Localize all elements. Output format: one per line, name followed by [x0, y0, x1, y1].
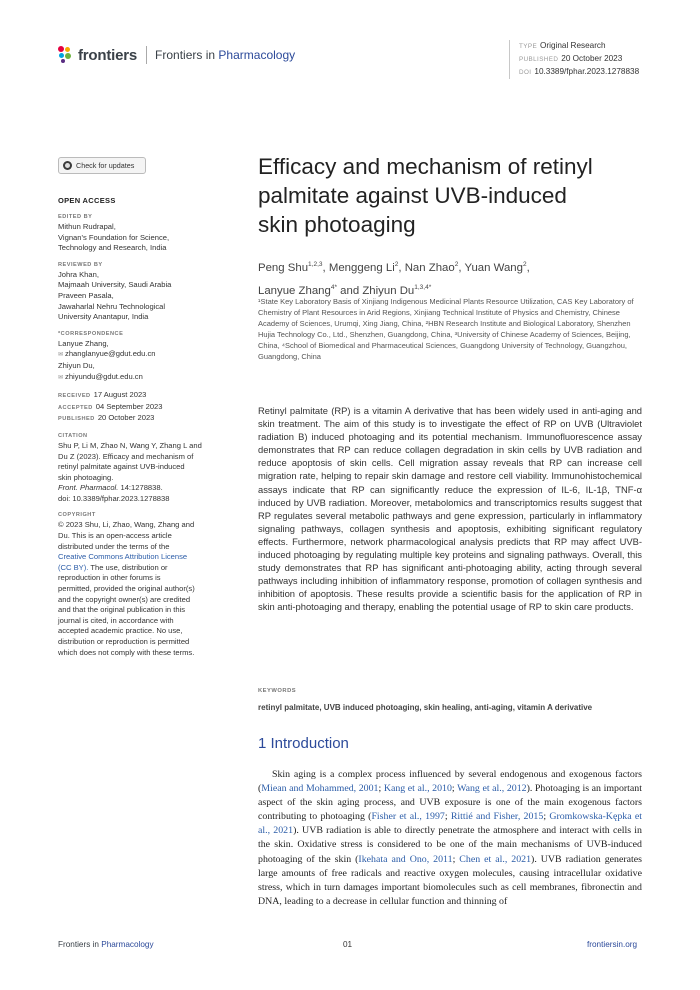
author-affiliation-marker: 4*: [330, 283, 337, 291]
citation-link[interactable]: Ikehata and Ono, 2011: [358, 853, 453, 865]
correspondence: Lanyue Zhang, ✉ zhanglanyue@gdut.edu.cn Zhiyun Du, ✉ zhiyundu@gdut.edu.cn: [58, 339, 218, 383]
frontiers-mark-icon: [58, 46, 74, 64]
reviewed-by-label: REVIEWED BY: [58, 261, 103, 268]
footer-journal: Frontiers in Pharmacology: [58, 940, 154, 949]
keywords: retinyl palmitate, UVB induced photoaging, skin healing, anti-aging, vitamin A derivative: [258, 703, 593, 712]
body-paragraph: Skin aging is a complex process influenced by several endogenous and exogenous factors (Miean and Mohammed, 2001; Kang et al., 2010; Wang et al., 2012). Photoaging is an important aspect of the skin aging process, and UVB exposure is one of the main exogenous factors contributing to photoaging (Fisher et al., 1997; Rittié and Fisher, 2015; Gromkowska-Kępka et al., 2021). UVB radiation is able to directly penetrate the atmosphere and interact with cells in the skin. Oxidative stress is considered to be one of the main mechanisms of UVB-induced photoaging of the skin (Ikehata and Ono, 2011; Chen et al., 2021). UVB radiation generates large amounts of free radicals and reactive oxygen molecules, causing intracellular oxidative stress, which in turn damages important biomolecules such as cell membranes, fibronectin and DNA, leading to a decrease in cellular function and thinning of: [258, 769, 642, 907]
abstract: Retinyl palmitate (RP) is a vitamin A derivative that has been widely used in anti-aging and skin treatment. The aim of this study is to investigate the effect of RP on UVB (Ultraviolet radiation B) induced photoaging and its potential mechanism. Immunofluorescence assay demonstrates that RP can reduce collagen degradation in skin cells by UVB radiation and reduce apoptosis of skin cells. Cell migration assay reveals that RP can increase cell migration rate, helping to repair skin damage and restore cell viability. Immunohistochemical assays indicate that RP can significantly reduce the expression of IL-6, IL-1β, TNF-α induced by UVB radiation. Moreover, metabolomics and transcriptomics results suggest that RP regulates several metabolic pathways and gene expression, particularly in inflammatory signaling pathways, collagen synthesis and apoptosis, exhibiting significant regulatory effects. Furthermore, network pharmacological analysis predicts that RP may affect UVB-induced photoaging by regulating multiple key proteins and signaling pathways. Overall, this study demonstrates that RP has significant anti-photoaging ability, acting through several pathways including inhibition of inflammatory response, promotion of collagen synthesis and inhibition of apoptosis. These results provide a scientific basis for the application of RP in skin anti-photoaging and therapy, enabling the potential usage of RP to skin care products.: [258, 405, 642, 613]
citation-link[interactable]: Kang et al., 2010: [383, 783, 452, 795]
logo-divider: [146, 46, 147, 64]
author-affiliation-marker: 1,2,3: [308, 261, 323, 268]
citation: Shu P, Li M, Zhao N, Wang Y, Zhang L and Du Z (2023). Efficacy and mechanism of retinyl palmitate against UVB-induced skin photoaging. Front. Pharmacol. 14:1278838. doi: 10.3389/fphar.2023.1278838: [58, 441, 218, 505]
brand-name: frontiers: [78, 46, 138, 64]
author-name[interactable]: Peng Shu$^{1,2,3}$: [258, 261, 323, 274]
affiliations: ¹State Key Laboratory Basis of Xinjiang Indigenous Medicinal Plants Resource Utilization, CAS Key Laboratory of Chemistry of Plant Resources in Arid Regions, Xinjiang Technical Institute of Physics and Chemistry, Chinese Academy of Sciences, Urumqi, Xing Jiang, China, ²HBN Research Institute and Biological Laboratory, Shenzhen Hujia Technology Co., Ltd., Shenzhen, Guangdong, China, ³University of Chinese Academy of Sciences, Beijing, China, ⁴School of Biomedical and Pharmaceutical Sciences, Guangdong University of Technology, Guangzhou, Guangdong, China: [258, 297, 634, 361]
update-check-icon: [63, 161, 72, 170]
author-name[interactable]: Nan Zhao$^2$: [404, 261, 459, 274]
author-name[interactable]: Yuan Wang$^2$: [464, 261, 527, 274]
check-for-updates-button[interactable]: [58, 157, 146, 174]
meta-published: PUBLISHED 20 October 2023: [519, 54, 623, 63]
citation-link[interactable]: Miean and Mohammed, 2001: [261, 783, 379, 795]
citation-link[interactable]: Rittié and Fisher, 2015: [450, 811, 544, 823]
author-name[interactable]: Menggeng Li$^2$: [328, 261, 399, 274]
citation-link[interactable]: Fisher et al., 1997: [371, 811, 445, 823]
author-name[interactable]: Lanyue Zhang$^{4*}$: [258, 283, 337, 297]
citation-link[interactable]: Gromkowska-Kępka et al., 2021: [258, 811, 642, 837]
email-link[interactable]: ✉ zhanglanyue@gdut.edu.cn: [58, 349, 218, 361]
section-heading: 1 Introduction: [258, 735, 349, 752]
email-link[interactable]: ✉ zhiyundu@gdut.edu.cn: [58, 372, 218, 384]
reviewed-by: Johra Khan, Majmaah University, Saudi Arabia Praveen Pasala, Jawaharlal Nehru Technological University Anantapur, India: [58, 269, 172, 322]
check-updates-label: Check for updates: [76, 161, 135, 170]
author-list: Peng Shu$^{1,2,3}$, Menggeng Li$^2$, Nan Zhao$^2$, Yuan Wang$^2$, Lanyue Zhang$^{4*}$ and Zhiyun $Du^{1,3,4*}$: [258, 261, 530, 297]
author-affiliation-marker: 2: [522, 261, 527, 268]
correspondence-label: *CORRESPONDENCE: [58, 330, 124, 337]
page-number: 01: [343, 940, 353, 949]
journal-name: Frontiers in Pharmacology: [155, 48, 296, 62]
edited-by: Mithun Rudrapal, Vignan's Foundation for Science, Technology and Research, India: [58, 222, 170, 253]
article-meta: [509, 40, 639, 79]
license-link[interactable]: Creative Commons Attribution License: [58, 552, 188, 562]
license-link-cc[interactable]: (CC BY).: [58, 562, 89, 572]
citation-doi[interactable]: doi: 10.3389/fphar.2023.1278838: [58, 493, 170, 503]
author-affiliation-marker: 1,3,4*: [414, 283, 432, 291]
meta-doi: DOI 10.3389/fphar.2023.1278838: [519, 67, 640, 76]
meta-type: TYPE Original Research: [519, 41, 606, 50]
keywords-label: KEYWORDS: [258, 688, 297, 694]
copyright: © 2023 Shu, Li, Zhao, Wang, Zhang and Du. This is an open-access article distributed under the terms of the Creative Commons Attribution License (CC BY). The use, distribution or reproduction in other forums is permitted, provided the original author(s) and the copyright owner(s) are credited and that the original publication in this journal is cited, in accordance with accepted academic practice. No use, distribution or reproduction is permitted which does not comply with these terms.: [58, 520, 218, 658]
article-title: Efficacy and mechanism of retinyl palmitate against UVB-induced skin photoaging: [258, 154, 593, 237]
footer-site-link[interactable]: frontiersin.org: [587, 940, 638, 949]
citation-link[interactable]: Wang et al., 2012: [457, 783, 527, 795]
author-name[interactable]: Zhiyun $Du^{1,3,4*}$: [362, 283, 432, 297]
sidebar: [58, 196, 218, 658]
author-affiliation-marker: 2: [454, 261, 459, 268]
frontiers-logo[interactable]: [58, 45, 295, 65]
citation-link[interactable]: Chen et al., 2021: [459, 853, 532, 865]
copyright-label: COPYRIGHT: [58, 512, 96, 519]
author-affiliation-marker: 2: [394, 261, 399, 268]
open-access-label: OPEN ACCESS: [58, 196, 116, 205]
edited-by-label: EDITED BY: [58, 214, 93, 220]
dates: RECEIVED 17 August 2023 ACCEPTED 04 September 2023 PUBLISHED 20 October 2023: [58, 390, 163, 423]
citation-label: CITATION: [58, 432, 88, 439]
